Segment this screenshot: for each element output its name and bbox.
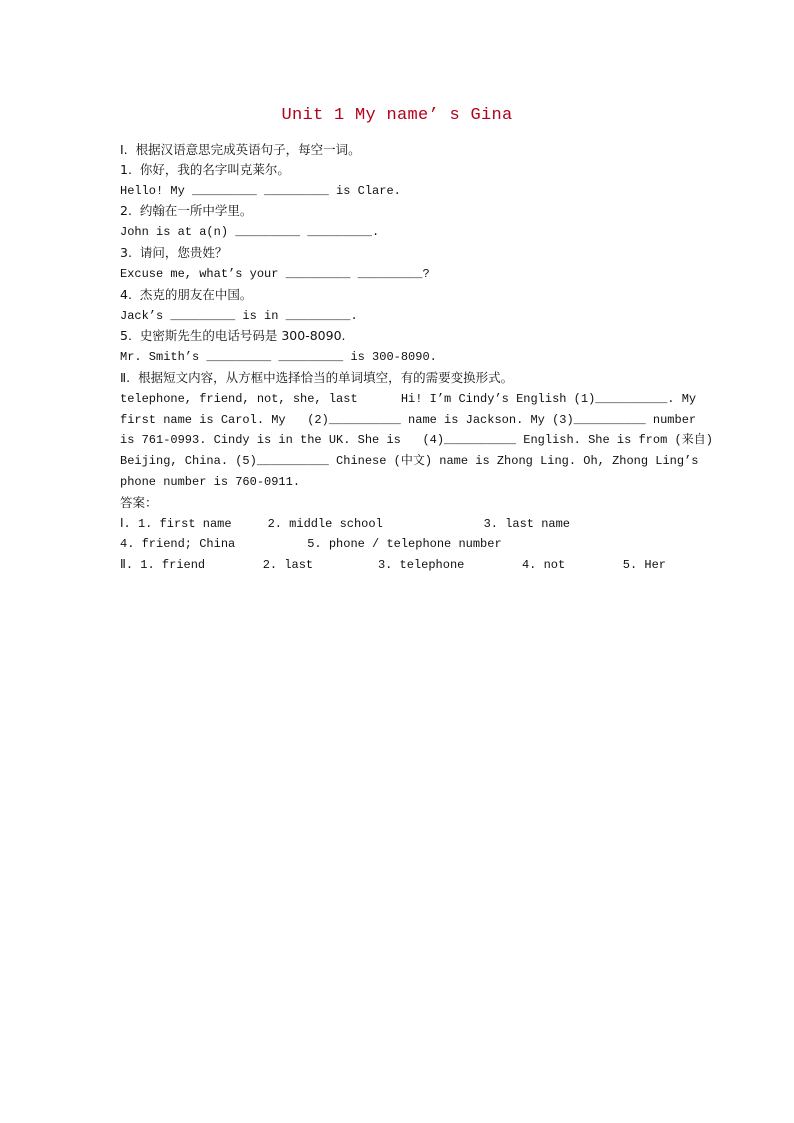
question-4-cn: 4. 杰克的朋友在中国。 [120, 287, 253, 302]
answers-heading: 答案： [120, 495, 158, 510]
question-1-en: Hello! My _________ _________ is Clare. [120, 184, 401, 198]
question-3-cn: 3. 请问，您贵姓？ [120, 245, 228, 260]
question-2-cn: 2. 约翰在一所中学里。 [120, 203, 253, 218]
answers-line-2: 4. friend; China 5. phone / telephone number [120, 537, 502, 551]
passage-line-1: telephone, friend, not, she, last Hi! I’m Cindy’s English (1)__________. My [120, 392, 697, 406]
question-4-en: Jack’s _________ is in _________. [120, 309, 358, 323]
question-1-cn: 1. 你好，我的名字叫克莱尔。 [120, 162, 290, 177]
answers-line-3: Ⅱ. 1. friend 2. last 3. telephone 4. not 5. Her [120, 558, 666, 572]
section1-heading: Ⅰ. 根据汉语意思完成英语句子，每空一词。 [120, 142, 361, 157]
question-5-en: Mr. Smith’s _________ _________ is 300-8090. [120, 350, 437, 364]
passage-line-5: phone number is 760-0911. [120, 475, 301, 489]
passage-line-3: is 761-0993. Cindy is in the UK. She is (4)__________ English. She is from (来自) [120, 433, 713, 447]
question-5-cn: 5. 史密斯先生的电话号码是 300-8090. [120, 328, 346, 343]
passage-line-4: Beijing, China. (5)__________ Chinese (中文) name is Zhong Ling. Oh, Zhong Ling’s [120, 454, 699, 468]
answers-line-1: Ⅰ. 1. first name 2. middle school 3. last name [120, 517, 571, 531]
question-3-en: Excuse me, what’s your _________ _________? [120, 267, 430, 281]
page-title: Unit 1 My name’ s Gina [281, 106, 513, 125]
question-2-en: John is at a(n) _________ _________. [120, 225, 380, 239]
passage-line-2: first name is Carol. My (2)__________ name is Jackson. My (3)__________ number [120, 413, 697, 427]
section2-heading: Ⅱ. 根据短文内容，从方框中选择恰当的单词填空，有的需要变换形式。 [120, 370, 514, 385]
